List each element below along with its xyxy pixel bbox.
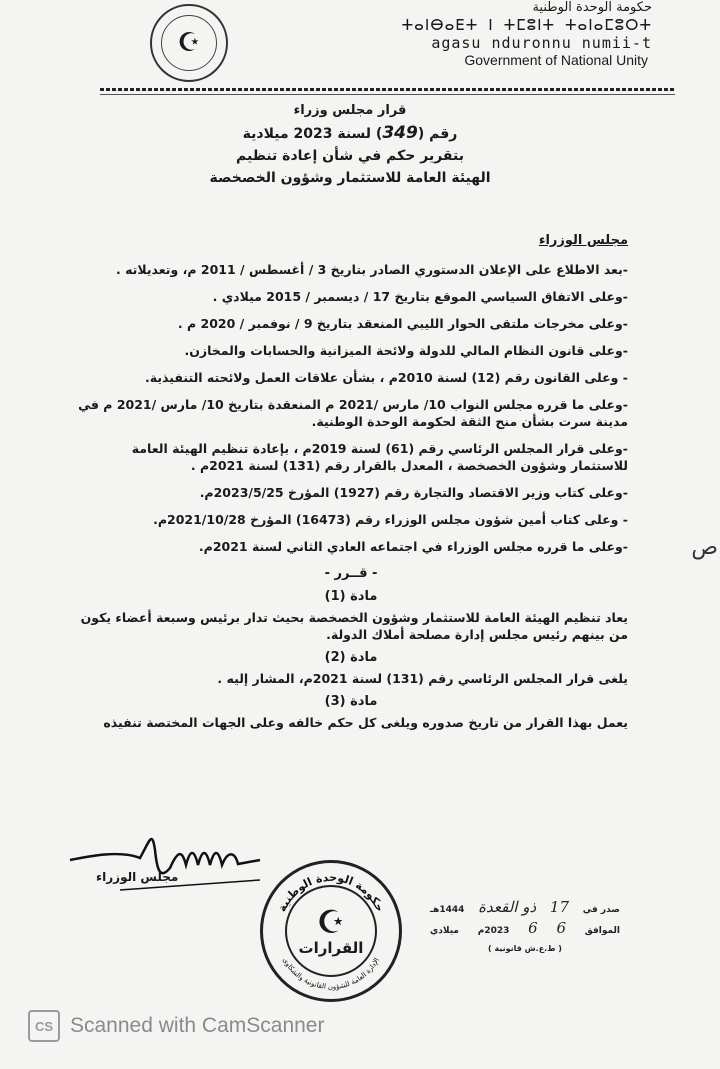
- registry-issued-row: [430, 898, 620, 919]
- preamble-clause: -وعلى الاتفاق السياسي الموقع بتاريخ 17 / ديسمبر / 2015 ميلادي .: [212, 289, 628, 304]
- article-text: يعمل بهذا القرار من تاريخ صدوره ويلغى كل حكم خالفه وعلى الجهات المختصة تنفيذه: [103, 715, 628, 730]
- letterhead-english: Government of National Unity: [464, 52, 648, 68]
- registry-issued-year: 1444هـ: [430, 905, 465, 915]
- registry-issued-month: ذو القعدة: [478, 898, 537, 916]
- title-line-2: [200, 122, 500, 145]
- government-emblem: [150, 4, 228, 82]
- preamble-clause: -بعد الاطلاع على الإعلان الدستوري الصادر بتاريخ 3 / أغسطس / 2011 م، وتعديلاته .: [115, 262, 628, 277]
- svg-text:حكومة الوحدة الوطنية: [275, 871, 386, 914]
- title-line-1: قرار مجلس وزراء: [293, 103, 407, 118]
- decree-number: 349: [382, 123, 418, 143]
- letterhead-latin: agasu nduronnu numii-t: [431, 34, 652, 52]
- decree-body: [74, 232, 628, 737]
- title-number-suffix: ) لسنة 2023 ميلادية: [242, 126, 383, 142]
- seal-ring-top: حكومة الوحدة الوطنية: [275, 870, 387, 914]
- article-text: يلغى قرار المجلس الرئاسي رقم (131) لسنة 2021م، المشار إليه .: [217, 671, 628, 686]
- registry-corresponding-row: [430, 919, 620, 940]
- decision-heading: - قــرر -: [324, 566, 378, 581]
- registry-corresponding-label: الموافق: [584, 926, 620, 936]
- article-title: مادة (3): [324, 694, 378, 709]
- signature-label: مجلس الوزراء: [96, 870, 179, 884]
- letterhead-arabic: حكومة الوحدة الوطنية: [532, 0, 652, 15]
- registry-issued-day: 17: [549, 898, 570, 916]
- crescent-star-icon: ☪: [316, 903, 346, 941]
- official-seal: [260, 860, 402, 1002]
- article-text: يعاد تنظيم الهيئة العامة للاستثمار وشؤون الخصخصة بحيث تدار برئيس وسبعة أعضاء يكون من بينهم رئيس مجلس إدارة مصلحة أملاك الدولة.: [80, 610, 628, 642]
- title-line-4: الهيئة العامة للاستثمار وشؤون الخصخصة: [209, 170, 491, 186]
- registry-corr-suffix: ميلادي: [430, 926, 459, 936]
- preamble-clause: -وعلى قرار المجلس الرئاسي رقم (61) لسنة 2019م ، بإعادة تنظيم الهيئة العامة للاستثمار وشؤون الخصخصة ، المعدل بالقرار رقم (131) لسنة 2021م .: [131, 441, 628, 473]
- registry-corr-year: 2023م: [477, 926, 510, 936]
- preamble-clause: -وعلى مخرجات ملتقى الحوار الليبي المنعقد بتاريخ 9 / نوفمبر / 2020 م .: [177, 316, 628, 331]
- crescent-star-icon: ☪: [161, 15, 217, 71]
- registry-corr-day: 6: [556, 919, 567, 937]
- svg-text:الإدارة العامة للشؤون القانوني: [281, 956, 381, 991]
- preamble-clause: - وعلى كتاب أمين شؤون مجلس الوزراء رقم (16473) المؤرخ 2021/10/28م.: [153, 512, 628, 527]
- header-divider-thin: [100, 94, 675, 95]
- council-heading: مجلس الوزراء: [538, 233, 628, 248]
- decree-title: [200, 100, 500, 189]
- scanner-footer-text: Scanned with CamScanner: [70, 1014, 325, 1037]
- letterhead-tifinagh: ⵜⴰⵏⴱⴰⴹⵜ ⵏ ⵜⵎⵓⵏⵜ ⵜⴰⵏⴰⵎⵓⵔⵜ: [401, 16, 652, 34]
- registry-stamp: [430, 898, 620, 958]
- registry-footer: ( ط.ع.ش قانونية ): [488, 944, 562, 953]
- camscanner-logo-icon: CS: [28, 1010, 60, 1042]
- handwritten-signature: [60, 820, 280, 910]
- article-title: مادة (2): [324, 650, 378, 665]
- seal-ring: [263, 863, 399, 999]
- preamble-clause: -وعلى كتاب وزير الاقتصاد والتجارة رقم (1927) المؤرخ 2023/5/25م.: [199, 485, 628, 500]
- preamble-clause: -وعلى قانون النظام المالي للدولة ولائحة الميزانية والحسابات والمخازن.: [184, 343, 628, 358]
- registry-corr-month: 6: [528, 919, 538, 937]
- margin-mark: ص: [691, 535, 718, 560]
- title-line-3: بتقرير حكم في شأن إعادة تنظيم: [236, 148, 464, 164]
- registry-issued-label: صدر في: [582, 905, 620, 915]
- preamble-clause: -وعلى ما قرره مجلس النواب 10/ مارس /2021 م المنعقدة بتاريخ 10/ مارس /2021 م في مدينة سرت بشأن منح الثقة لحكومة الوحدة الوطنية.: [78, 397, 628, 429]
- seal-ring-bottom: الإدارة العامة للشؤون القانونية والشكاوى: [281, 956, 381, 992]
- title-number-prefix: رقم (: [417, 126, 458, 142]
- article-title: مادة (1): [324, 589, 378, 604]
- preamble-clause: - وعلى القانون رقم (12) لسنة 2010م ، بشأن علاقات العمل ولائحته التنفيذية.: [145, 370, 628, 385]
- preamble-clause: -وعلى ما قرره مجلس الوزراء في اجتماعه العادي الثاني لسنة 2021م.: [198, 539, 628, 554]
- header-divider: [100, 88, 675, 91]
- seal-center-text: القرارات: [298, 939, 364, 957]
- scanner-footer: [28, 1010, 324, 1042]
